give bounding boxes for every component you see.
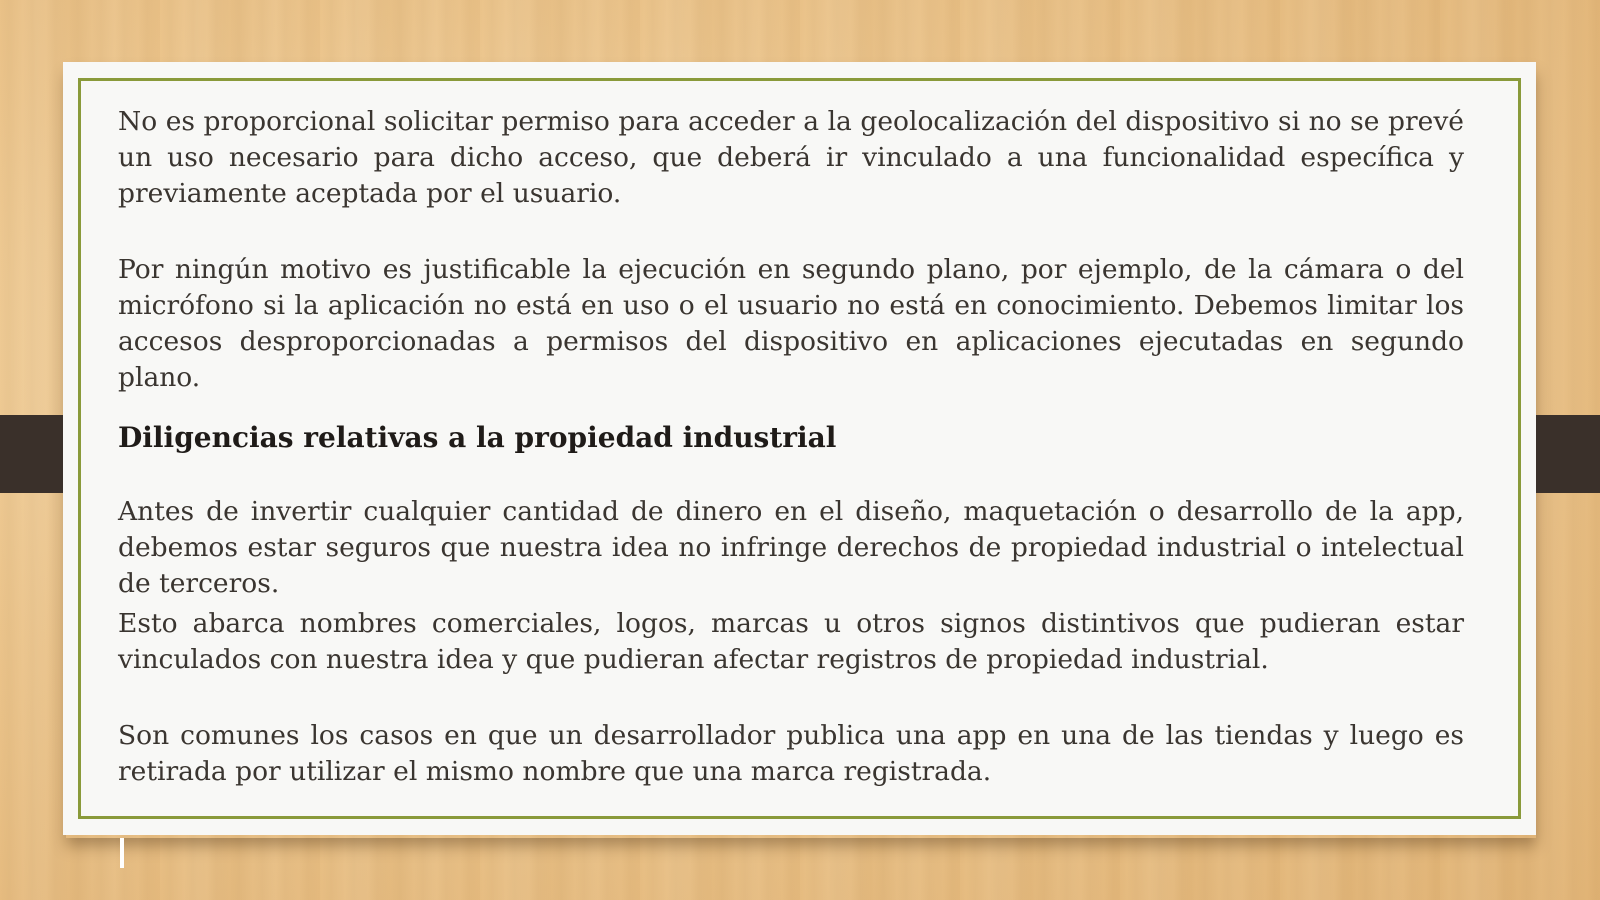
paragraph-app-removal: Son comunes los casos en que un desarrollador publica una app en una de las tiendas y luego es retirada por utilizar el mismo nombre que una marca registrada. xyxy=(118,720,1464,787)
footer-mark xyxy=(120,838,124,868)
paragraph-geolocation: No es proporcional solicitar permiso para acceder a la geolocalización del dispositivo si no se prevé un uso necesario para dicho acceso, que deberá ir vinculado a una funcionalidad específica y previamente aceptada por el usuario. xyxy=(118,106,1464,209)
paragraph-background-execution: Por ningún motivo es justificable la ejecución en segundo plano, por ejemplo, de la cámara o del micrófono si la aplicación no está en uso o el usuario no está en conocimiento. Debemos limitar los accesos desproporcionadas a permisos del dispositivo en aplicaciones ejecutadas en segundo plano. xyxy=(118,254,1464,393)
section-heading: Diligencias relativas a la propiedad industrial xyxy=(118,421,837,454)
paragraph-investment: Antes de invertir cualquier cantidad de dinero en el diseño, maquetación o desarrollo de la app, debemos estar seguros que nuestra idea no infringe derechos de propiedad industrial o intelectual de terceros. xyxy=(118,496,1464,599)
paragraph-trademarks: Esto abarca nombres comerciales, logos, marcas u otros signos distintivos que pudieran estar vinculados con nuestra idea y que pudieran afectar registros de propiedad industrial. xyxy=(118,608,1464,675)
